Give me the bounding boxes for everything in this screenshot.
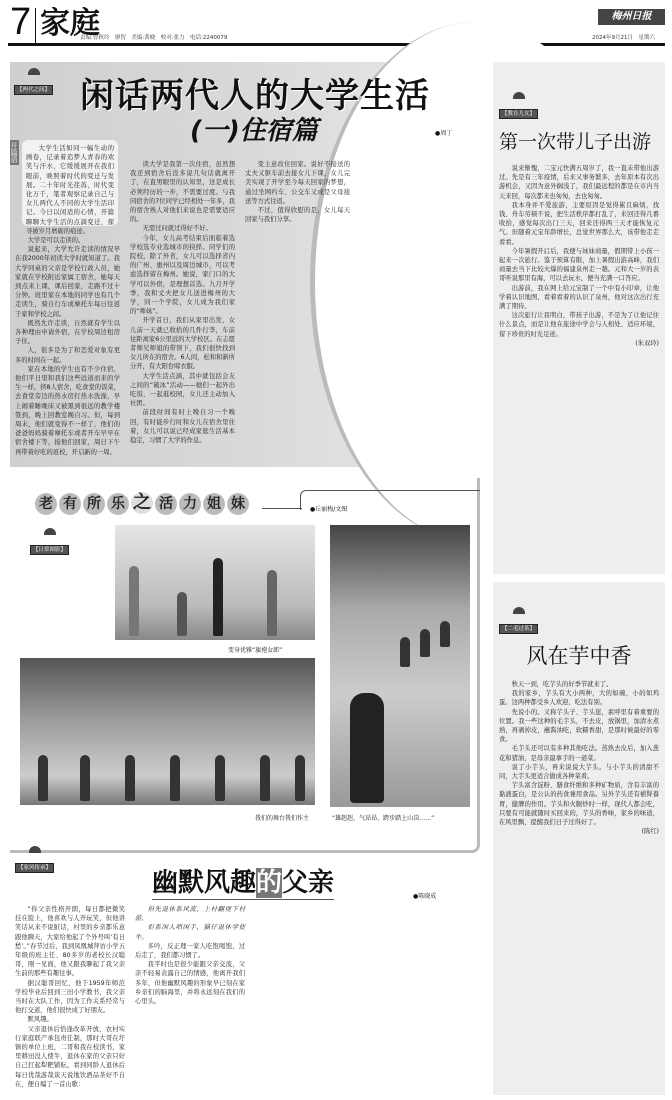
- tag-label: 【二毛过茶】: [499, 624, 538, 634]
- bottom-tag: [15, 846, 54, 873]
- paragraph: “你父亲性格开朗，每日都把微笑挂在脸上，他喜欢与人开玩笑，但他讲笑话从来不说脏话，村里的乡亲都乐意跟他聊天，大家给他起了个外号叫‘有日愁’。”春节过后，我到凤凰城拜访小学五年级的班主任、80多岁的老校长汉聪哥，刚一见面，他又跟我聊起了我父亲生前的那些有趣往事。: [15, 906, 125, 978]
- paragraph: 不过，值得欣慰的是，女儿每天回家与我们分享。: [245, 207, 350, 224]
- paragraph: 开学首日，我们从家里出发，女儿前一天就已收拾的几件行李，车前往距离家6公里远的大学校区。在志愿者师兄师姐的带领下，我们很快找到女儿所在的宿舍。6人间，松和和新所分开，有大阳台晾衣服。: [130, 317, 235, 371]
- newspaper-logo: 梅州日报: [598, 9, 665, 25]
- paragraph: 大学生活点滴，其中就包括会友之间的“破冰”活动——她们一起外出吃饭、一起逛校园，女儿还主动加入社团。: [130, 372, 235, 408]
- bottom-body: [15, 905, 485, 1095]
- title-part: 的: [256, 868, 283, 898]
- heading-char: 所: [83, 493, 105, 515]
- right2-tag: [499, 607, 539, 634]
- paragraph: 秋天一到，吃芋头的好季节就来了。: [511, 681, 613, 688]
- paragraph: 读大学是我第一次住宿，虽然想我还到宿舍后没多说几句话就离开了，在直男眼里的认知里，这是成长必须经历的一步，不需要过度。与我同宿舍的7位同学已经相处一年多，我的宿舍熟人对他们来说也是需要适应的。: [130, 161, 235, 224]
- paragraph: 这次旅行让我明白，带孩子出游，不是为了让他记住什么景点，而是让他在旅途中学会与人相处、适应环境，留下珍贵的时光足迹。: [499, 312, 659, 338]
- paragraph: 既然允许走读，自然就有学生以各种理由申请外宿，在学校周边租房子住。: [15, 319, 120, 346]
- header-divider: [35, 8, 36, 44]
- right1-tag: [499, 92, 539, 119]
- paragraph: 父亲退休后恰逢改革开放，农村实行家庭联产承包责任制，那时大哥在圩镇的单位上班，二哥和我在校读书，家里耕田没人使牛，退休在家的父亲只好自己扛起犁耙铺耘。看到同龄人退休后每日优哉游哉谈天说地饮酒品茶好不自在，便自编了一首山歌：: [15, 1025, 125, 1088]
- paragraph: 多吟，反正理一家人吃饱喝饱，过后走了，我们都习惯了。: [135, 942, 245, 960]
- heading-char: 之: [133, 492, 151, 513]
- photo-author: ●丘丽梅/文图: [310, 506, 348, 513]
- heading-rule: [262, 508, 302, 509]
- paragraph: 今年，女儿高考结束后面临着选学校选专业选城市的抉择。同学们的院校，除了外省，女儿可以选择省内的广州、惠州以及周边城市，可以考虑选择留在梅州。她说，家门口的大学可以外宿，是理想首选。九月开学季，我和丈夫把女儿送进梅州的大学，同一个学院，女儿成为我们家的“师妹”。: [130, 234, 235, 316]
- issue-date: 2024年9月21日 星期六: [592, 35, 655, 41]
- paragraph: 我平时也是很少能跟父亲交流，父亲不轻易表露自己的情感，他离开我们多年，但他幽默风趣的形象早已刻在家乡亲们的脑海里，并将永远刻在我们的心里头。: [135, 961, 245, 1006]
- main-subtitle: (一)住宿篇: [190, 116, 318, 146]
- paragraph: 说起来，大学允许走读的情况早在我2000年初读大学时就知道了。我大学同桌的父亲是学校行政人员，她家就在学校附近家属工宿舍，她每天到点来上课，课后回家，走路不过十分钟。班里家在本地的同学也有几个走读生，骑自行车或摩托车每日往返于家和学校之间。: [15, 246, 120, 318]
- title-part: 父亲: [282, 868, 335, 898]
- tag-label: 【两代之间】: [14, 85, 53, 95]
- main-article: [10, 62, 470, 467]
- heading-char: 力: [179, 493, 201, 515]
- tag-label: 【日常图影】: [30, 545, 69, 555]
- author: (陈红): [641, 828, 659, 836]
- section-title: 家庭: [40, 6, 100, 41]
- bottom-title: [152, 862, 334, 900]
- paragraph: 我的家乡，芋头有大小两种，大的如碗，小的如鸡蛋。这两种都受乡人欢迎，吃法有别。: [499, 690, 659, 707]
- gear-icon: [513, 607, 525, 614]
- paragraph: 芋头富含淀粉、膳食纤维和多种矿物质，含有丰富的黏液蛋白，是公认的药食兼用食品。另外芋头还有補腎養胃，健脾的作用。芋头和火腿炒时一样，现代人都会吃，只要有可能就随时买回来的，芋头的香味，家乡的味道，在风里飘，提醒我们日子过得好了。: [499, 782, 659, 827]
- paragraph: 变主意改住回家。说好不接送的丈夫又驱车前去接女儿下课，女儿完美实现了开学至今每天回家的梦想，通过坐网约车、公交车又或是父母接送等方式往返。: [245, 161, 350, 205]
- heading-char: 姐: [203, 493, 225, 515]
- tag-label: 【家风传承】: [15, 863, 54, 873]
- photo-dance-parade: [330, 525, 470, 807]
- paragraph: 无需过问就过得好不好。: [142, 225, 212, 233]
- paragraph: 说了小芋头，再来说说大芋头。与小芋头的清甜不同，大芋头更适合做成各种菜肴。: [499, 763, 659, 781]
- poem-line: 但先退休系风流，上村翻埂下村游，: [135, 906, 245, 923]
- intro-label: 开篇语: [10, 142, 18, 163]
- photo-tag: [30, 528, 69, 555]
- heading-char: 老: [35, 493, 57, 515]
- paragraph: 前段时间有时上晚自习一个晚回，有时能步行时和女儿在宿舍里住着，女儿可以说已经成家庭生活基本稳定，习惯了大学的作息。: [130, 409, 235, 445]
- paragraph: 今年暑假开启后，我便与妹妹商量，假期带上小孩一起来一次旅行。鉴于预算有限，加上暑假出游高峰，我们商量去当下比较火爆的福建泉州走一趟。元和大一岁的表哥听说那里有海，可以去玩水，便当充满一口答应。: [499, 247, 659, 283]
- right-article-2: [493, 582, 665, 1095]
- paragraph: 先说小的。又称芋头子、芋头崽，素呼里有着重要的位置。我一些这种的毛芋头，不去皮，放锅里，加清水煮熟，再剥掉皮，蘸酱油吃，软糯香甜，是那时候最好的零食。: [499, 708, 659, 744]
- caption-3: “雄赳赳，气昂昂，跨步踏上山岗……”: [332, 815, 435, 822]
- main-title: 闲话两代人的大学生活: [80, 76, 430, 116]
- paragraph: 大学是可以走读的。: [27, 237, 85, 244]
- gear-icon: [29, 846, 41, 853]
- tag-label: 【教育儿女】: [499, 109, 538, 119]
- bottom-author: ●陈晓成: [413, 893, 437, 900]
- page-number: 7: [10, 1, 32, 43]
- heading-char: 有: [59, 493, 81, 515]
- paragraph: 据汉聪哥回忆，他于1959年师范学校毕业后回到三田小学教书，我父亲当时在大队工作，因为工作关系经常与他打交道，他们很快成了好朋友。: [15, 979, 125, 1015]
- right-article-1: [493, 62, 665, 574]
- paragraph: 人，很多是为了和恋爱对象有更多的时间在一起。: [15, 347, 120, 364]
- heading-char: 乐: [107, 493, 129, 515]
- paragraph: 说来惭愧，二宝元快满五周岁了，我一直未带他出游过。先是有三年疫情，后来又事务繁多，去年原本有次出游机会，又因为意外搁浅了，我们最远程的都是在市内当天来回，每次都来也匆匆，去也匆匆。: [499, 165, 659, 200]
- gear-icon: [28, 68, 40, 75]
- paragraph: 出游前，我在网上给元宝制了一个中有小印章，让他学着认识地图，看着看着的认识了泉州，他对这次出行充满了期待。: [499, 284, 659, 311]
- intro-spacer: [15, 160, 120, 236]
- gear-icon: [513, 92, 525, 99]
- intro-box: 大学生活如同一幅生动的画卷，记录着追梦人青春的欢笑与汗水，它缓缓展开在我们眼前，映照着时代的变迁与发展。二十年时光荏苒，时代变化万千，笔者观察记录自己与女儿两代人不同的大学生活印记。今日以闲适的心情，开篇聊聊大学生活的点滴变迁，探寻被岁月磨砺的痕迹。: [22, 140, 118, 226]
- paragraph: 家在本地的学生也有不少住宿，他们平日里和我们这些远道而来的学生一样，挤8人宿舍，吃食堂的饭菜，去食堂旁边的热水房打热水洗澡，早上闹着睡晚床又被黑到很远的教学楼签到，晚上回教室晚自习。但，每到周末，他们就变得不一样了，他们的爸爸妈妈骑着摩托车或者开车早早在宿舍楼下等，接他们回家，周日下午再带着好吃的返校，开启新的一周。: [15, 365, 120, 456]
- heading-char: 妹: [227, 493, 249, 515]
- paragraph: 默风趣。: [27, 1016, 53, 1024]
- gear-icon: [44, 528, 56, 535]
- photo-stage-performance: [20, 658, 315, 805]
- photo-qipao-models: [115, 525, 315, 640]
- right1-title: 第一次带儿子出游: [499, 131, 652, 153]
- main-author: ●周丁: [435, 130, 453, 137]
- photo-section: [10, 478, 480, 853]
- heading-char: 活: [155, 493, 177, 515]
- paragraph: 我本身并不爱旅游，主要原因是觉得累且麻烦，找钱、舟车劳顿不说，把生活秩序都打乱了，来回还得几番收拾，感觉每次出门三天，回来还得两三天才能恢复元气。但随着元宝年龄增长，总觉世界那么大，该带他走走看看。: [499, 201, 659, 246]
- paragraph: 毛芋头还可以有多种其他吃法。蒸熟去皮后，加入葱花和猪油，是母亲最拿手的一道菜。: [499, 745, 659, 762]
- main-tag: [14, 68, 53, 95]
- right2-title: 风在芋中香: [526, 644, 632, 668]
- photo-heading: [35, 492, 251, 515]
- poem-line: 佢系闲人唔闲手，猫仔退休学使牛。: [135, 924, 245, 941]
- caption-1: 变身优雅“旗袍女郎”: [228, 647, 283, 654]
- title-part: 幽默风趣: [152, 868, 257, 898]
- header-rule: [8, 43, 665, 46]
- main-body: [15, 160, 465, 462]
- caption-2: 我们的舞台我们作主: [255, 815, 310, 822]
- editor-credits: 责编:曾秋玲 廖智 美编:黄峣 校对:张力 电话:2240079: [80, 35, 228, 41]
- author: (朱双玲): [635, 339, 659, 347]
